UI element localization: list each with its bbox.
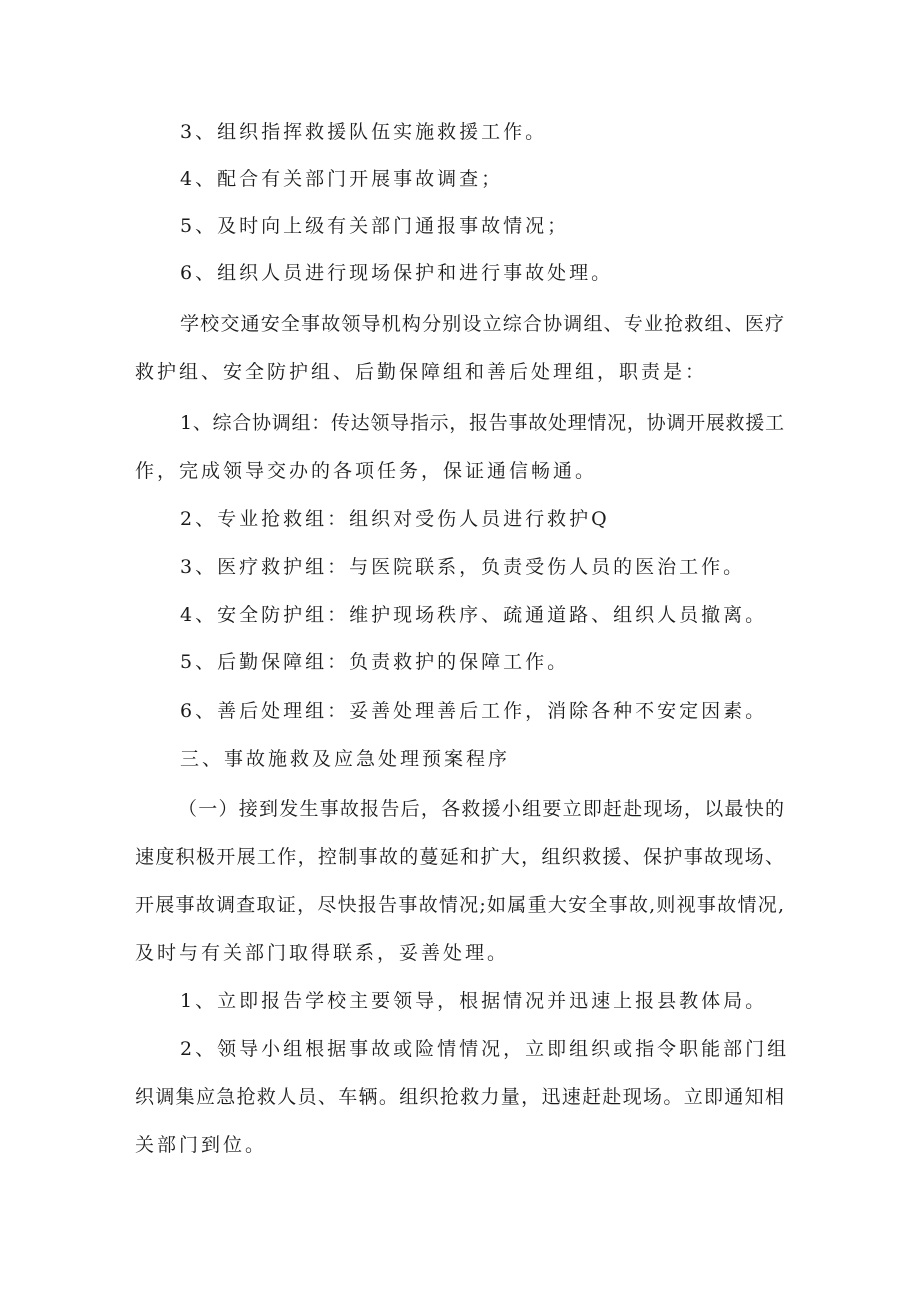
procedure-paragraph-line-4: 及时与有关部门取得联系，妥善处理。 [135, 942, 510, 964]
coordination-group-line-1: 1、综合协调组：传达领导指示，报告事故处理情况，协调开展救援工 [180, 412, 784, 434]
item-assist-investigation: 4、配合有关部门开展事故调查； [180, 168, 504, 190]
safety-group: 4、安全防护组：维护现场秩序、疏通道路、组织人员撤离。 [180, 604, 768, 626]
medical-group: 3、医疗救护组：与医院联系，负责受伤人员的医治工作。 [180, 556, 746, 578]
paragraph-groups-line-2: 救护组、安全防护组、后勤保障组和善后处理组，职责是： [135, 361, 708, 383]
procedure-paragraph-line-2: 速度积极开展工作，控制事故的蔓延和扩大，组织救援、保护事故现场、 [135, 846, 784, 868]
procedure-paragraph-line-3: 开展事故调查取证，尽快报告事故情况;如属重大安全事故,则视事故情况, [135, 894, 784, 916]
section-heading: 三、事故施救及应急处理预案程序 [180, 748, 511, 770]
procedure-paragraph-line-1: （一）接到发生事故报告后，各救援小组要立即赶赴现场，以最快的 [178, 798, 784, 820]
item-site-protection: 6、组织人员进行现场保护和进行事故处理。 [180, 262, 614, 284]
paragraph-groups-line-1: 学校交通安全事故领导机构分别设立综合协调组、专业抢救组、医疗 [180, 313, 784, 335]
step-leadership-line-3: 关部门到位。 [135, 1134, 268, 1156]
item-organize-rescue: 3、组织指挥救援队伍实施救援工作。 [180, 121, 548, 143]
item-report-superiors: 5、及时向上级有关部门通报事故情况； [180, 215, 570, 237]
step-report-leaders: 1、立即报告学校主要领导，根据情况并迅速上报县教体局。 [180, 990, 768, 1012]
coordination-group-line-2: 作，完成领导交办的各项任务，保证通信畅通。 [135, 460, 598, 482]
step-leadership-line-1: 2、领导小组根据事故或险情情况，立即组织或指令职能部门组 [180, 1038, 790, 1060]
aftermath-group: 6、善后处理组：妥善处理善后工作，消除各种不安定因素。 [180, 700, 768, 722]
step-leadership-line-2: 织调集应急抢救人员、车辆。组织抢救力量，迅速赶赴现场。立即通知相 [135, 1086, 784, 1108]
rescue-group: 2、专业抢救组：组织对受伤人员进行救护Q [180, 508, 610, 530]
logistics-group: 5、后勤保障组：负责救护的保障工作。 [180, 651, 570, 673]
